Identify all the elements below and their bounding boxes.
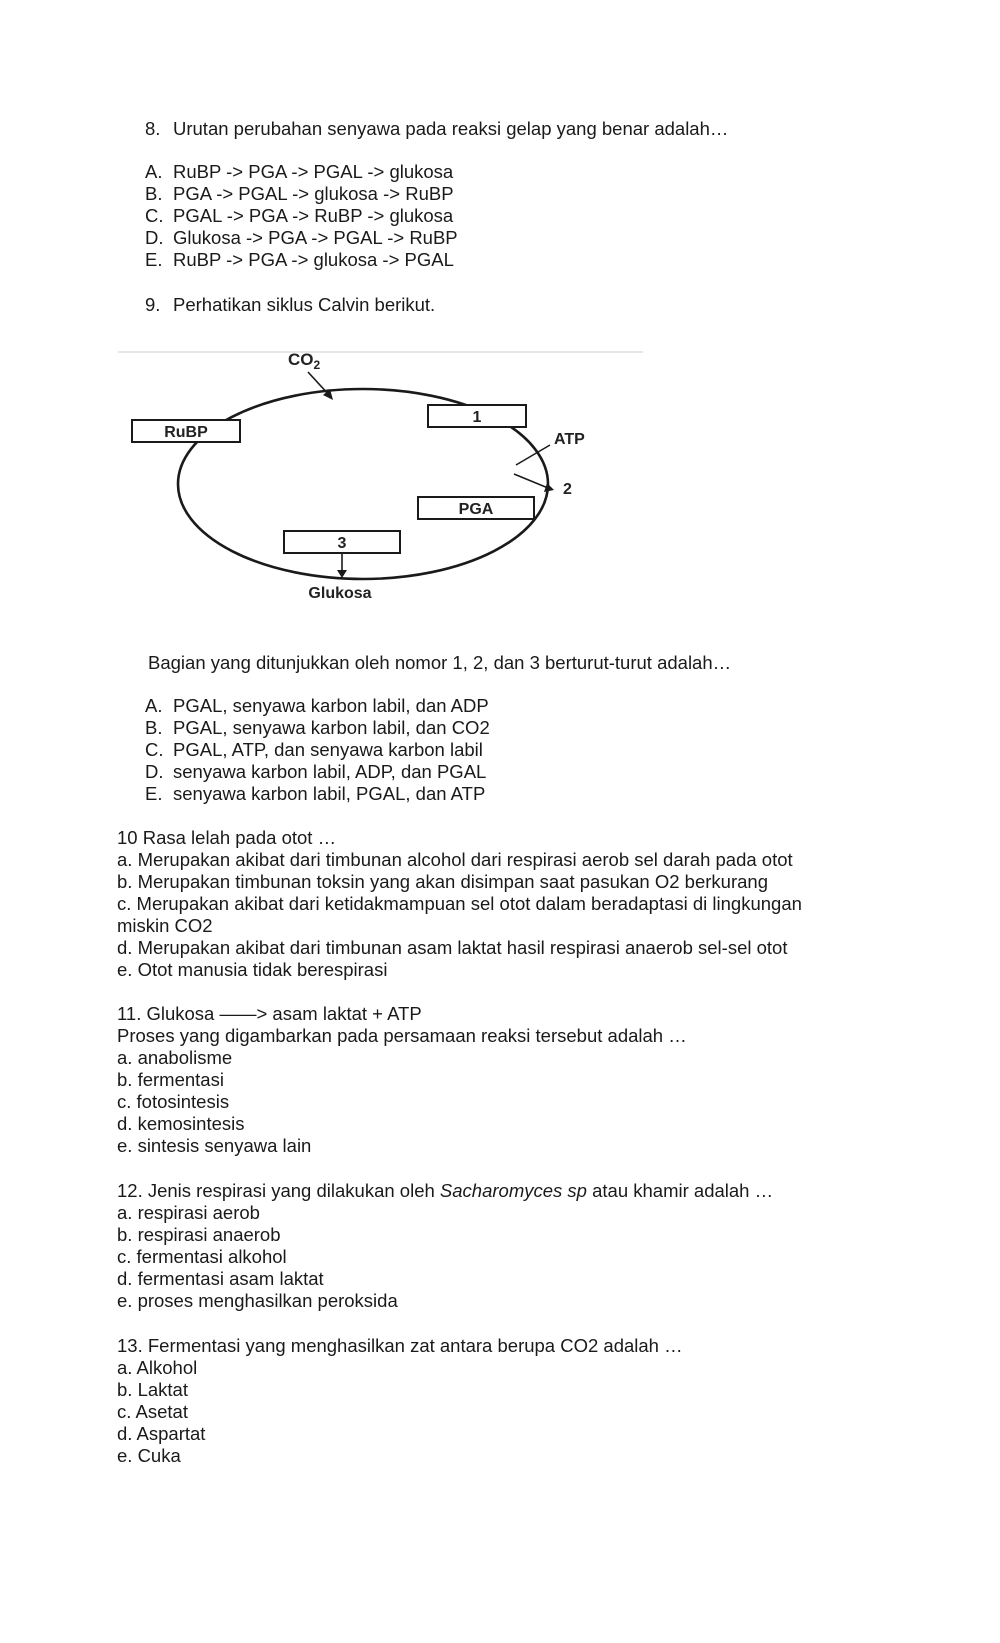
q9-option-e	[145, 783, 485, 805]
option-letter: E.	[145, 783, 163, 804]
option-letter: A.	[145, 161, 163, 182]
q13-question: 13. Fermentasi yang menghasilkan zat antara berupa CO2 adalah …	[117, 1335, 683, 1356]
option-text: PGA -> PGAL -> glukosa -> RuBP	[173, 183, 454, 204]
option-letter: D.	[145, 227, 164, 248]
option-letter: E.	[145, 249, 163, 270]
option-text: PGAL, ATP, dan senyawa karbon labil	[173, 739, 483, 760]
q13-option-a: a. Alkohol	[117, 1357, 198, 1378]
option-text: senyawa karbon labil, ADP, dan PGAL	[173, 761, 487, 782]
atp-label: ATP	[554, 431, 585, 448]
q12-option-b: b. respirasi anaerob	[117, 1224, 281, 1245]
q9-question-text: Perhatikan siklus Calvin berikut.	[173, 294, 436, 315]
q10-option-d: d. Merupakan akibat dari timbunan asam laktat hasil respirasi anaerob sel-sel otot	[117, 937, 788, 958]
q12-question	[117, 1180, 773, 1202]
option-letter: D.	[145, 761, 164, 782]
q9-prompt: Bagian yang ditunjukkan oleh nomor 1, 2, dan 3 berturut-turut adalah…	[148, 652, 732, 673]
q10-question: 10 Rasa lelah pada otot …	[117, 827, 337, 848]
q13-option-d: d. Aspartat	[117, 1423, 206, 1444]
q11-option-b: b. fermentasi	[117, 1069, 224, 1090]
option-letter: B.	[145, 183, 163, 204]
q8-option-a	[145, 161, 453, 183]
q9-option-c	[145, 739, 483, 761]
q13-option-b: b. Laktat	[117, 1379, 188, 1400]
q8-question-text: Urutan perubahan senyawa pada reaksi gelap yang benar adalah…	[173, 118, 729, 139]
q10-option-e: e. Otot manusia tidak berespirasi	[117, 959, 388, 980]
q13-option-c: c. Asetat	[117, 1401, 188, 1422]
option-letter: C.	[145, 205, 164, 226]
q11-option-c: c. fotosintesis	[117, 1091, 230, 1112]
q11-option-d: d. kemosintesis	[117, 1113, 245, 1134]
q8-option-e	[145, 249, 454, 271]
q9-question	[145, 294, 435, 316]
q12-option-d: d. fermentasi asam laktat	[117, 1268, 324, 1289]
q10-option-c: c. Merupakan akibat dari ketidakmampuan sel otot dalam beradaptasi di lingkungan	[117, 893, 802, 914]
option-text: PGAL, senyawa karbon labil, dan ADP	[173, 695, 489, 716]
box-1-label: 1	[472, 409, 482, 426]
q12-question-tail: atau khamir adalah …	[586, 1180, 774, 1201]
q12-option-e: e. proses menghasilkan peroksida	[117, 1290, 398, 1311]
q12-option-a: a. respirasi aerob	[117, 1202, 260, 1223]
q8-question	[145, 118, 728, 140]
option-letter: A.	[145, 695, 163, 716]
co2-label: $CO_2$	[288, 350, 321, 372]
glukosa-label: Glukosa	[308, 585, 372, 602]
q8-option-d	[145, 227, 458, 249]
q12-species: Sacharomyces sp	[439, 1180, 587, 1201]
q8-option-c	[145, 205, 453, 227]
option-text: senyawa karbon labil, PGAL, dan ATP	[173, 783, 486, 804]
q10-option-a: a. Merupakan akibat dari timbunan alcohol dari respirasi aerob sel darah pada otot	[117, 849, 793, 870]
glukosa-arrowhead	[337, 570, 347, 578]
q11-option-a: a. anabolisme	[117, 1047, 233, 1068]
option-text: Glukosa -> PGA -> PGAL -> RuBP	[173, 227, 458, 248]
option-text: PGAL, senyawa karbon labil, dan CO2	[173, 717, 490, 738]
q11-option-e: e. sintesis senyawa lain	[117, 1135, 312, 1156]
q13-option-e: e. Cuka	[117, 1445, 181, 1466]
q9-option-b	[145, 717, 490, 739]
option-letter: C.	[145, 739, 164, 760]
q9-number: 9.	[145, 294, 161, 315]
q8-option-b	[145, 183, 454, 205]
option-text: PGAL -> PGA -> RuBP -> glukosa	[173, 205, 454, 226]
q10-option-c-cont: miskin CO2	[117, 915, 213, 936]
pga-label: PGA	[458, 501, 494, 518]
option-letter: B.	[145, 717, 163, 738]
q11-question: Proses yang digambarkan pada persamaan reaksi tersebut adalah …	[117, 1025, 687, 1046]
q9-option-a	[145, 695, 489, 717]
box-3-label: 3	[337, 535, 347, 552]
q12-question-text: 12. Jenis respirasi yang dilakukan oleh	[117, 1180, 440, 1201]
q10-option-b: b. Merupakan timbunan toksin yang akan disimpan saat pasukan O2 berkurang	[117, 871, 768, 892]
label-2-arrow	[514, 474, 548, 488]
option-text: RuBP -> PGA -> glukosa -> PGAL	[173, 249, 454, 270]
rubp-label: RuBP	[164, 424, 208, 441]
q9-option-d	[145, 761, 486, 783]
q11-equation: 11. Glukosa ——> asam laktat + ATP	[117, 1003, 422, 1024]
label-2: 2	[563, 481, 572, 498]
calvin-cycle-diagram	[118, 350, 648, 625]
q12-option-c: c. fermentasi alkohol	[117, 1246, 287, 1267]
option-text: RuBP -> PGA -> PGAL -> glukosa	[173, 161, 454, 182]
q8-number: 8.	[145, 118, 161, 139]
